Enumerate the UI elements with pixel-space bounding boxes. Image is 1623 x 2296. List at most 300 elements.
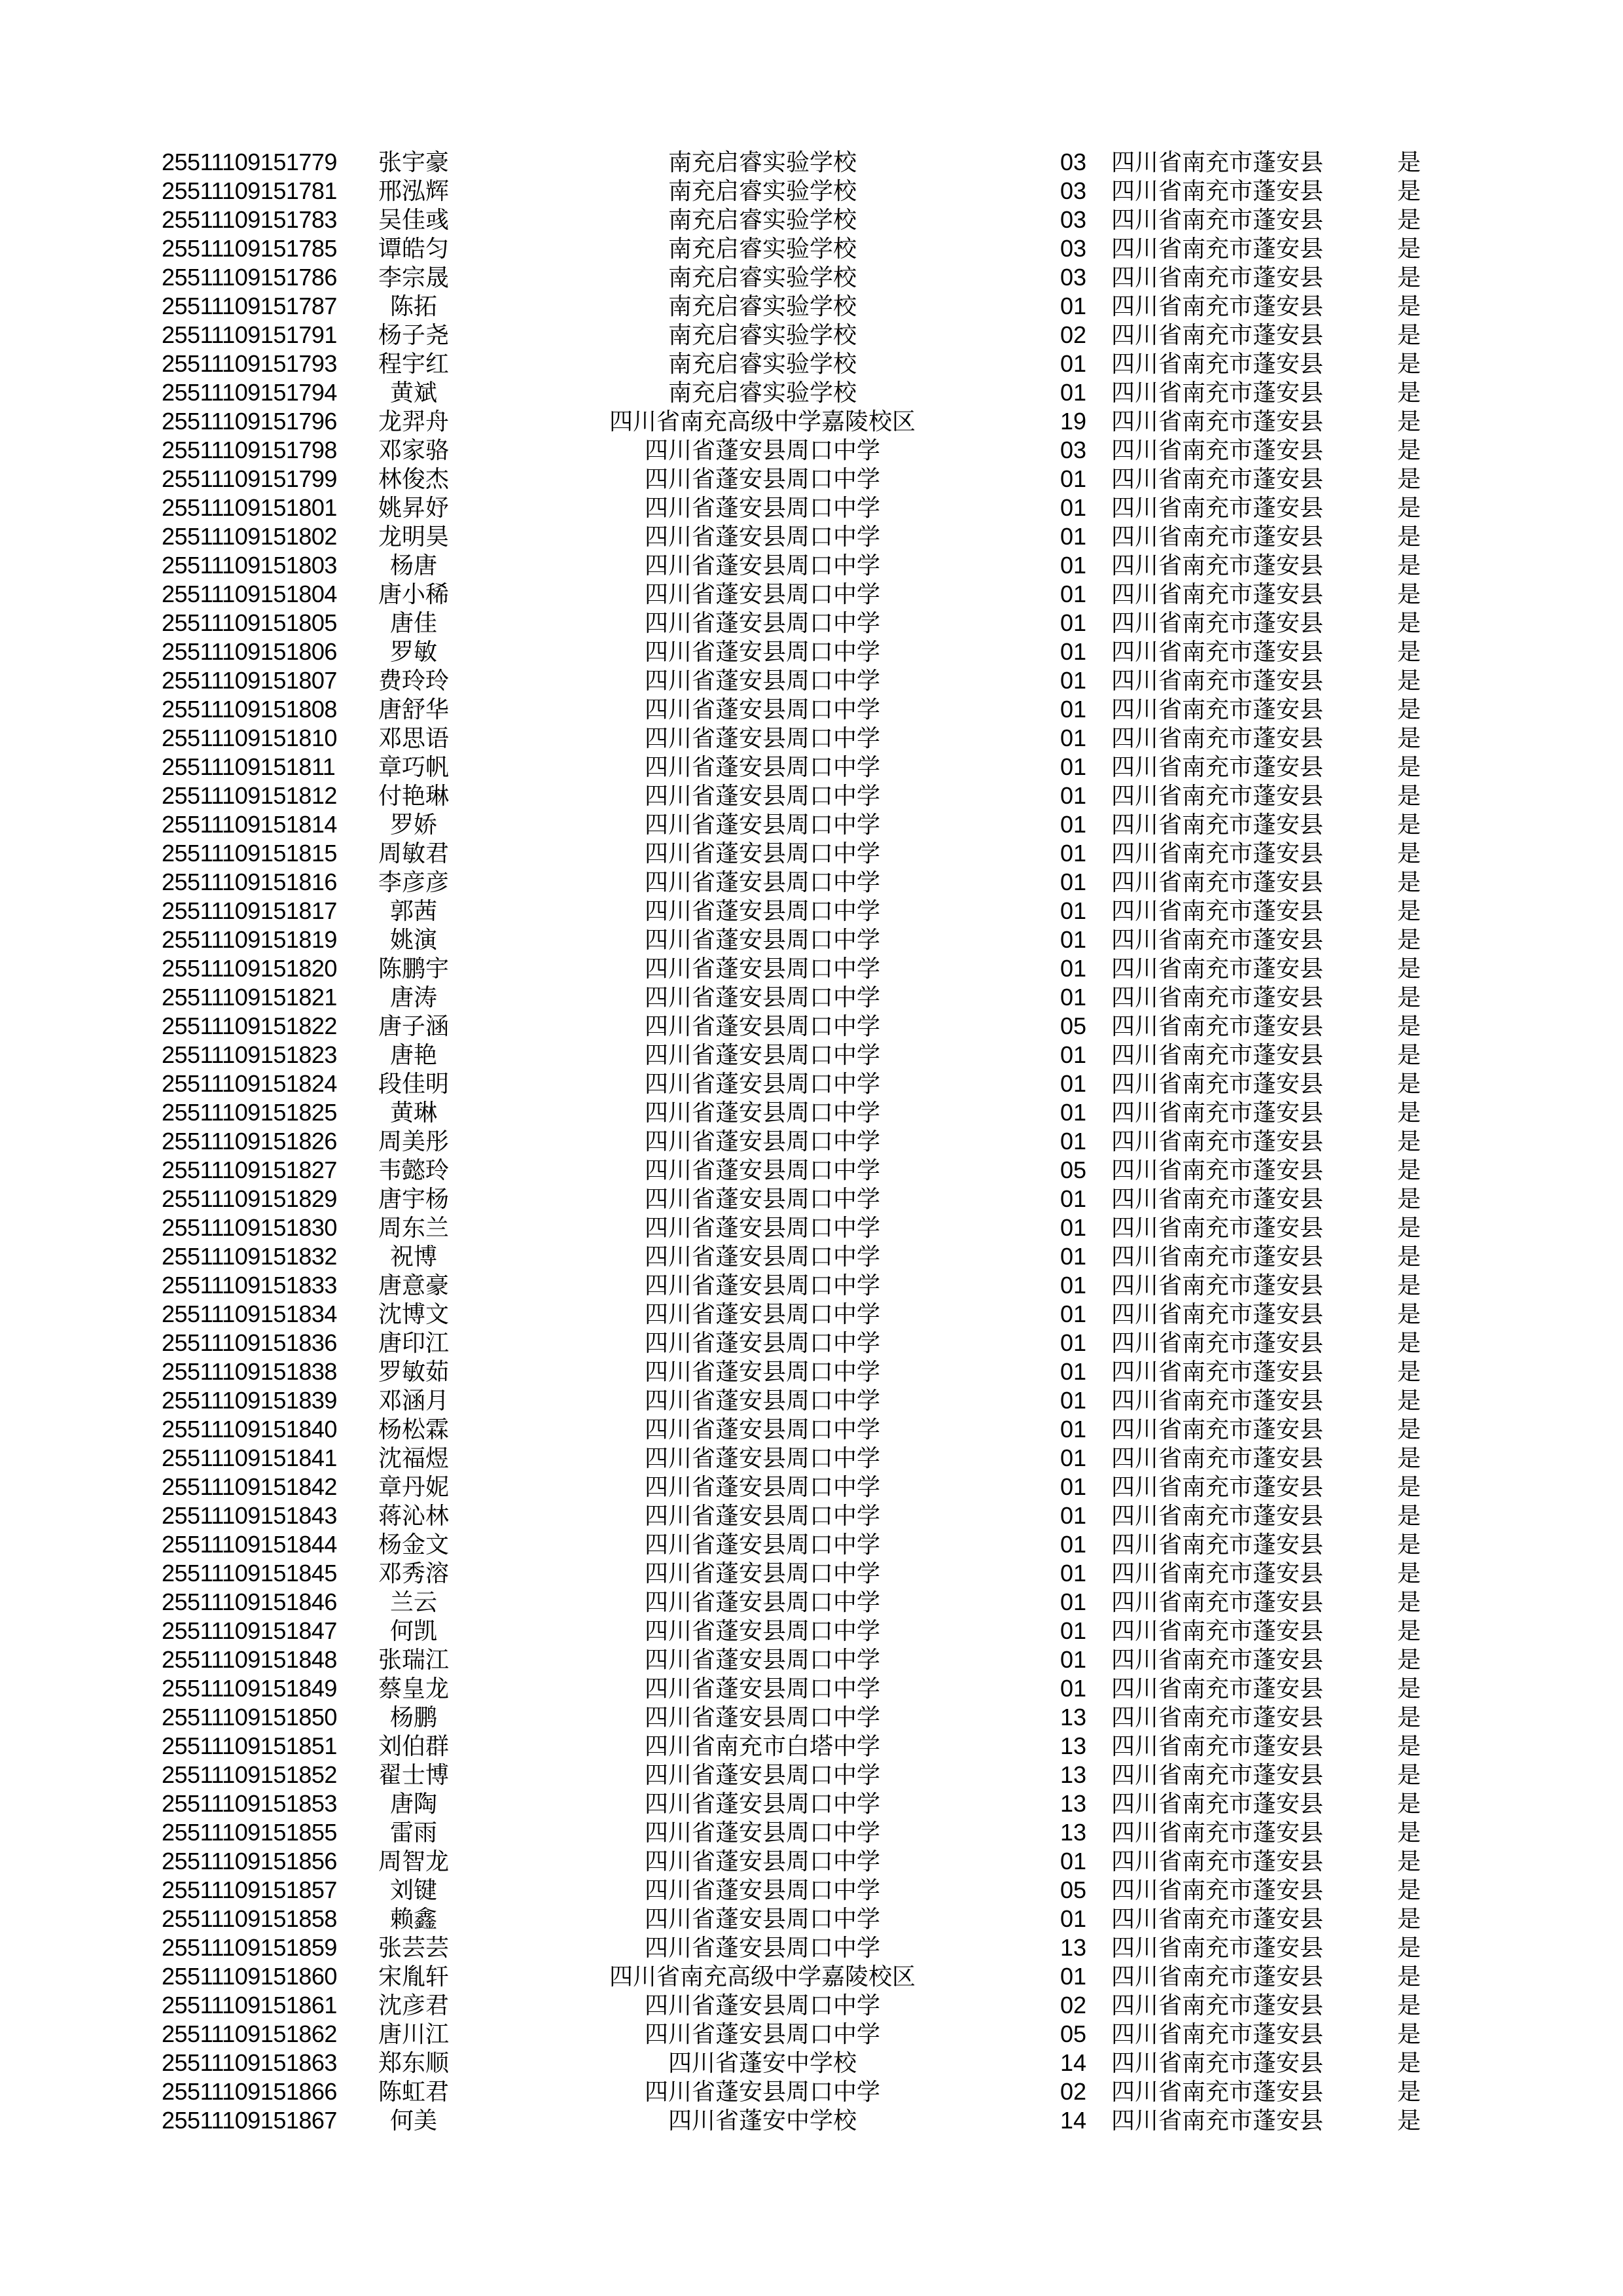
student-name-cell: 唐川江	[378, 2021, 449, 2047]
table-row	[162, 1357, 1488, 1386]
district-cell: 四川省南充市蓬安县	[1111, 2021, 1323, 2047]
district-cell: 四川省南充市蓬安县	[1111, 1330, 1323, 1356]
table-row	[162, 1156, 1488, 1185]
school-name-cell: 南充启睿实验学校	[668, 149, 857, 175]
school-name-cell: 南充启睿实验学校	[668, 322, 857, 348]
school-name-cell: 四川省蓬安县周口中学	[644, 552, 880, 579]
table-row	[162, 1444, 1488, 1473]
confirmed-cell: 是	[1397, 927, 1421, 953]
category-code-cell: 13	[1060, 1819, 1087, 1846]
student-name-cell: 唐舒华	[378, 696, 449, 723]
district-cell: 四川省南充市蓬安县	[1111, 1013, 1323, 1039]
student-name-cell: 邓家骆	[378, 437, 449, 463]
school-name-cell: 四川省蓬安县周口中学	[644, 1791, 880, 1817]
district-cell: 四川省南充市蓬安县	[1111, 754, 1323, 780]
category-code-cell: 01	[1060, 840, 1087, 867]
confirmed-cell: 是	[1397, 264, 1421, 291]
student-name-cell: 邓思语	[378, 725, 449, 751]
confirmed-cell: 是	[1397, 236, 1421, 262]
confirmed-cell: 是	[1397, 1100, 1421, 1126]
district-cell: 四川省南充市蓬安县	[1111, 1071, 1323, 1097]
confirmed-cell: 是	[1397, 956, 1421, 982]
district-cell: 四川省南充市蓬安县	[1111, 1560, 1323, 1587]
category-code-cell: 01	[1060, 811, 1087, 838]
table-row	[162, 1991, 1488, 2020]
district-cell: 四川省南充市蓬安县	[1111, 437, 1323, 463]
category-code-cell: 13	[1060, 1704, 1087, 1731]
school-name-cell: 四川省蓬安县周口中学	[644, 1128, 880, 1155]
table-row	[162, 1761, 1488, 1789]
district-cell: 四川省南充市蓬安县	[1111, 1704, 1323, 1731]
confirmed-cell: 是	[1397, 293, 1421, 319]
school-name-cell: 四川省南充市白塔中学	[644, 1733, 880, 1759]
exam-number-cell: 25511109151840	[162, 1416, 337, 1443]
table-row	[162, 839, 1488, 868]
exam-number-cell: 25511109151863	[162, 2049, 337, 2076]
district-cell: 四川省南充市蓬安县	[1111, 236, 1323, 262]
confirmed-cell: 是	[1397, 783, 1421, 809]
student-name-cell: 赖鑫	[389, 1906, 437, 1932]
student-name-cell: 李彦彦	[378, 869, 449, 895]
school-name-cell: 四川省蓬安县周口中学	[644, 1820, 880, 1846]
district-cell: 四川省南充市蓬安县	[1111, 1589, 1323, 1615]
exam-number-cell: 25511109151859	[162, 1934, 337, 1961]
district-cell: 四川省南充市蓬安县	[1111, 1445, 1323, 1471]
confirmed-cell: 是	[1397, 351, 1421, 377]
school-name-cell: 南充启睿实验学校	[668, 380, 857, 406]
confirmed-cell: 是	[1397, 1877, 1421, 1903]
table-row	[162, 1645, 1488, 1674]
district-cell: 四川省南充市蓬安县	[1111, 524, 1323, 550]
confirmed-cell: 是	[1397, 149, 1421, 175]
table-row	[162, 436, 1488, 465]
student-name-cell: 唐艳	[389, 1042, 437, 1068]
table-row	[162, 1617, 1488, 1645]
category-code-cell: 03	[1060, 177, 1087, 204]
exam-number-cell: 25511109151805	[162, 609, 337, 636]
confirmed-cell: 是	[1397, 1532, 1421, 1558]
student-name-cell: 付艳琳	[378, 783, 449, 809]
exam-number-cell: 25511109151862	[162, 2020, 337, 2047]
category-code-cell: 01	[1060, 1675, 1087, 1702]
exam-number-cell: 25511109151861	[162, 1992, 337, 2018]
category-code-cell: 01	[1060, 1329, 1087, 1356]
school-name-cell: 四川省蓬安县周口中学	[644, 1935, 880, 1961]
school-name-cell: 四川省蓬安县周口中学	[644, 639, 880, 665]
school-name-cell: 四川省蓬安县周口中学	[644, 2079, 880, 2105]
student-name-cell: 唐小稀	[378, 581, 449, 607]
confirmed-cell: 是	[1397, 1244, 1421, 1270]
school-name-cell: 四川省蓬安县周口中学	[644, 840, 880, 867]
category-code-cell: 01	[1060, 1848, 1087, 1874]
exam-number-cell: 25511109151849	[162, 1675, 337, 1702]
table-row	[162, 148, 1488, 177]
confirmed-cell: 是	[1397, 1330, 1421, 1356]
school-name-cell: 四川省蓬安县周口中学	[644, 783, 880, 809]
district-cell: 四川省南充市蓬安县	[1111, 2050, 1323, 2076]
category-code-cell: 01	[1060, 581, 1087, 607]
confirmed-cell: 是	[1397, 2021, 1421, 2047]
district-cell: 四川省南充市蓬安县	[1111, 552, 1323, 579]
exam-number-cell: 25511109151785	[162, 235, 337, 262]
exam-number-cell: 25511109151798	[162, 437, 337, 463]
school-name-cell: 四川省蓬安县周口中学	[644, 2021, 880, 2047]
category-code-cell: 01	[1060, 379, 1087, 406]
district-cell: 四川省南充市蓬安县	[1111, 1877, 1323, 1903]
category-code-cell: 01	[1060, 984, 1087, 1011]
exam-number-cell: 25511109151801	[162, 494, 337, 521]
confirmed-cell: 是	[1397, 639, 1421, 665]
category-code-cell: 05	[1060, 1876, 1087, 1903]
table-row	[162, 580, 1488, 609]
exam-number-cell: 25511109151807	[162, 667, 337, 694]
confirmed-cell: 是	[1397, 898, 1421, 924]
student-name-cell: 杨子尧	[378, 322, 449, 348]
category-code-cell: 01	[1060, 494, 1087, 521]
confirmed-cell: 是	[1397, 466, 1421, 492]
school-name-cell: 四川省蓬安县周口中学	[644, 1100, 880, 1126]
confirmed-cell: 是	[1397, 1820, 1421, 1846]
category-code-cell: 01	[1060, 1473, 1087, 1500]
district-cell: 四川省南充市蓬安县	[1111, 1388, 1323, 1414]
table-row	[162, 609, 1488, 637]
exam-number-cell: 25511109151799	[162, 465, 337, 492]
school-name-cell: 南充启睿实验学校	[668, 207, 857, 233]
table-row	[162, 1847, 1488, 1876]
school-name-cell: 四川省蓬安县周口中学	[644, 1186, 880, 1212]
confirmed-cell: 是	[1397, 437, 1421, 463]
district-cell: 四川省南充市蓬安县	[1111, 466, 1323, 492]
table-row	[162, 1300, 1488, 1329]
exam-number-cell: 25511109151843	[162, 1502, 337, 1529]
category-code-cell: 01	[1060, 1185, 1087, 1212]
confirmed-cell: 是	[1397, 1474, 1421, 1500]
district-cell: 四川省南充市蓬安县	[1111, 812, 1323, 838]
category-code-cell: 02	[1060, 2078, 1087, 2105]
school-name-cell: 四川省蓬安县周口中学	[644, 1877, 880, 1903]
table-row	[162, 2077, 1488, 2106]
table-row	[162, 1415, 1488, 1444]
exam-number-cell: 25511109151787	[162, 293, 337, 319]
school-name-cell: 南充启睿实验学校	[668, 178, 857, 204]
table-row	[162, 1530, 1488, 1559]
school-name-cell: 四川省蓬安县周口中学	[644, 610, 880, 636]
table-row	[162, 781, 1488, 810]
table-row	[162, 1473, 1488, 1501]
exam-number-cell: 25511109151824	[162, 1070, 337, 1097]
confirmed-cell: 是	[1397, 610, 1421, 636]
district-cell: 四川省南充市蓬安县	[1111, 1359, 1323, 1385]
school-name-cell: 四川省蓬安县周口中学	[644, 581, 880, 607]
table-row	[162, 2020, 1488, 2049]
student-name-cell: 刘伯群	[378, 1733, 449, 1759]
exam-number-cell: 25511109151841	[162, 1444, 337, 1471]
category-code-cell: 01	[1060, 1214, 1087, 1241]
category-code-cell: 05	[1060, 1013, 1087, 1039]
district-cell: 四川省南充市蓬安县	[1111, 1157, 1323, 1183]
confirmed-cell: 是	[1397, 207, 1421, 233]
category-code-cell: 01	[1060, 1099, 1087, 1126]
student-name-cell: 唐佳	[389, 610, 437, 636]
category-code-cell: 02	[1060, 1992, 1087, 2018]
district-cell: 四川省南充市蓬安县	[1111, 927, 1323, 953]
category-code-cell: 01	[1060, 350, 1087, 377]
confirmed-cell: 是	[1397, 2108, 1421, 2134]
category-code-cell: 01	[1060, 1128, 1087, 1155]
category-code-cell: 01	[1060, 638, 1087, 665]
confirmed-cell: 是	[1397, 1301, 1421, 1327]
student-name-cell: 罗敏	[389, 639, 437, 665]
exam-number-cell: 25511109151826	[162, 1128, 337, 1155]
table-row	[162, 263, 1488, 292]
student-name-cell: 郑东顺	[378, 2050, 449, 2076]
exam-number-cell: 25511109151851	[162, 1732, 337, 1759]
school-name-cell: 四川省南充高级中学嘉陵校区	[609, 408, 916, 435]
table-row	[162, 1732, 1488, 1761]
category-code-cell: 01	[1060, 1444, 1087, 1471]
student-name-cell: 杨松霖	[378, 1416, 449, 1443]
school-name-cell: 四川省蓬安县周口中学	[644, 495, 880, 521]
table-row	[162, 1213, 1488, 1242]
exam-number-cell: 25511109151786	[162, 264, 337, 291]
school-name-cell: 四川省蓬安县周口中学	[644, 1215, 880, 1241]
district-cell: 四川省南充市蓬安县	[1111, 1935, 1323, 1961]
district-cell: 四川省南充市蓬安县	[1111, 1128, 1323, 1155]
district-cell: 四川省南充市蓬安县	[1111, 840, 1323, 867]
student-name-cell: 陈拓	[389, 293, 437, 319]
school-name-cell: 四川省蓬安县周口中学	[644, 927, 880, 953]
table-row	[162, 1069, 1488, 1098]
district-cell: 四川省南充市蓬安县	[1111, 1762, 1323, 1788]
student-name-cell: 蒋沁林	[378, 1503, 449, 1529]
category-code-cell: 01	[1060, 1588, 1087, 1615]
exam-number-cell: 25511109151858	[162, 1905, 337, 1932]
confirmed-cell: 是	[1397, 1935, 1421, 1961]
district-cell: 四川省南充市蓬安县	[1111, 1906, 1323, 1932]
category-code-cell: 19	[1060, 408, 1087, 435]
confirmed-cell: 是	[1397, 1964, 1421, 1990]
school-name-cell: 四川省蓬安县周口中学	[644, 1848, 880, 1874]
table-row	[162, 234, 1488, 263]
exam-number-cell: 25511109151794	[162, 379, 337, 406]
exam-number-cell: 25511109151866	[162, 2078, 337, 2105]
confirmed-cell: 是	[1397, 1589, 1421, 1615]
table-row	[162, 1271, 1488, 1300]
school-name-cell: 四川省蓬安县周口中学	[644, 1071, 880, 1097]
table-row	[162, 868, 1488, 897]
student-name-cell: 陈虹君	[378, 2079, 449, 2105]
school-name-cell: 四川省蓬安县周口中学	[644, 524, 880, 550]
school-name-cell: 四川省蓬安县周口中学	[644, 1445, 880, 1471]
student-name-cell: 刘键	[389, 1877, 437, 1903]
school-name-cell: 四川省蓬安县周口中学	[644, 812, 880, 838]
district-cell: 四川省南充市蓬安县	[1111, 1820, 1323, 1846]
exam-number-cell: 25511109151856	[162, 1848, 337, 1874]
category-code-cell: 05	[1060, 2020, 1087, 2047]
category-code-cell: 03	[1060, 264, 1087, 291]
category-code-cell: 14	[1060, 2049, 1087, 2076]
category-code-cell: 03	[1060, 206, 1087, 233]
exam-number-cell: 25511109151850	[162, 1704, 337, 1731]
category-code-cell: 01	[1060, 1243, 1087, 1270]
student-name-cell: 周美彤	[378, 1128, 449, 1155]
student-name-cell: 何凯	[389, 1618, 437, 1644]
student-name-cell: 杨鹏	[389, 1704, 437, 1731]
district-cell: 四川省南充市蓬安县	[1111, 1532, 1323, 1558]
confirmed-cell: 是	[1397, 812, 1421, 838]
table-row	[162, 1012, 1488, 1041]
category-code-cell: 13	[1060, 1761, 1087, 1788]
district-cell: 四川省南充市蓬安县	[1111, 783, 1323, 809]
confirmed-cell: 是	[1397, 1128, 1421, 1155]
exam-number-cell: 25511109151845	[162, 1560, 337, 1587]
student-name-cell: 唐涛	[389, 984, 437, 1011]
category-code-cell: 01	[1060, 1272, 1087, 1299]
exam-number-cell: 25511109151806	[162, 638, 337, 665]
exam-number-cell: 25511109151779	[162, 149, 337, 175]
student-name-cell: 黄琳	[389, 1100, 437, 1126]
student-name-cell: 程宇红	[378, 351, 449, 377]
exam-number-cell: 25511109151836	[162, 1329, 337, 1356]
exam-number-cell: 25511109151791	[162, 321, 337, 348]
school-name-cell: 南充启睿实验学校	[668, 293, 857, 319]
category-code-cell: 01	[1060, 926, 1087, 953]
school-name-cell: 四川省蓬安中学校	[668, 2108, 857, 2134]
district-cell: 四川省南充市蓬安县	[1111, 1186, 1323, 1212]
table-row	[162, 810, 1488, 839]
confirmed-cell: 是	[1397, 668, 1421, 694]
exam-number-cell: 25511109151838	[162, 1358, 337, 1385]
exam-number-cell: 25511109151844	[162, 1531, 337, 1558]
confirmed-cell: 是	[1397, 725, 1421, 751]
confirmed-cell: 是	[1397, 1186, 1421, 1212]
category-code-cell: 01	[1060, 1531, 1087, 1558]
student-roster-table	[162, 148, 1488, 2135]
district-cell: 四川省南充市蓬安县	[1111, 264, 1323, 291]
student-name-cell: 谭皓匀	[378, 236, 449, 262]
school-name-cell: 四川省蓬安县周口中学	[644, 1388, 880, 1414]
confirmed-cell: 是	[1397, 581, 1421, 607]
district-cell: 四川省南充市蓬安县	[1111, 178, 1323, 204]
confirmed-cell: 是	[1397, 1733, 1421, 1759]
school-name-cell: 南充启睿实验学校	[668, 264, 857, 291]
confirmed-cell: 是	[1397, 1042, 1421, 1068]
category-code-cell: 01	[1060, 552, 1087, 579]
category-code-cell: 01	[1060, 293, 1087, 319]
confirmed-cell: 是	[1397, 869, 1421, 895]
school-name-cell: 四川省蓬安县周口中学	[644, 1589, 880, 1615]
category-code-cell: 01	[1060, 1041, 1087, 1068]
confirmed-cell: 是	[1397, 1272, 1421, 1299]
exam-number-cell: 25511109151819	[162, 926, 337, 953]
table-row	[162, 2106, 1488, 2135]
confirmed-cell: 是	[1397, 1560, 1421, 1587]
district-cell: 四川省南充市蓬安县	[1111, 869, 1323, 895]
table-row	[162, 1588, 1488, 1617]
exam-number-cell: 25511109151823	[162, 1041, 337, 1068]
district-cell: 四川省南充市蓬安县	[1111, 1733, 1323, 1759]
school-name-cell: 四川省蓬安县周口中学	[644, 1503, 880, 1529]
student-name-cell: 林俊杰	[378, 466, 449, 492]
school-name-cell: 四川省蓬安县周口中学	[644, 437, 880, 463]
category-code-cell: 01	[1060, 1070, 1087, 1097]
category-code-cell: 01	[1060, 1963, 1087, 1990]
table-row	[162, 695, 1488, 724]
table-row	[162, 1127, 1488, 1156]
confirmed-cell: 是	[1397, 1848, 1421, 1874]
exam-number-cell: 25511109151815	[162, 840, 337, 867]
student-name-cell: 沈彦君	[378, 1992, 449, 2018]
school-name-cell: 四川省蓬安县周口中学	[644, 1474, 880, 1500]
student-name-cell: 唐子涵	[378, 1013, 449, 1039]
table-row	[162, 1703, 1488, 1732]
district-cell: 四川省南充市蓬安县	[1111, 1992, 1323, 2018]
district-cell: 四川省南充市蓬安县	[1111, 1100, 1323, 1126]
category-code-cell: 13	[1060, 1934, 1087, 1961]
table-row	[162, 206, 1488, 234]
district-cell: 四川省南充市蓬安县	[1111, 293, 1323, 319]
student-name-cell: 张芸芸	[378, 1935, 449, 1961]
exam-number-cell: 25511109151796	[162, 408, 337, 435]
category-code-cell: 01	[1060, 1646, 1087, 1673]
student-name-cell: 翟士博	[378, 1762, 449, 1788]
exam-number-cell: 25511109151810	[162, 725, 337, 751]
category-code-cell: 13	[1060, 1732, 1087, 1759]
school-name-cell: 四川省蓬安县周口中学	[644, 1906, 880, 1932]
exam-number-cell: 25511109151804	[162, 581, 337, 607]
category-code-cell: 05	[1060, 1157, 1087, 1183]
exam-number-cell: 25511109151793	[162, 350, 337, 377]
table-row	[162, 666, 1488, 695]
confirmed-cell: 是	[1397, 1762, 1421, 1788]
student-name-cell: 周东兰	[378, 1215, 449, 1241]
district-cell: 四川省南充市蓬安县	[1111, 1244, 1323, 1270]
student-name-cell: 龙明昊	[378, 524, 449, 550]
school-name-cell: 四川省蓬安县周口中学	[644, 1330, 880, 1356]
exam-number-cell: 25511109151829	[162, 1185, 337, 1212]
student-name-cell: 沈博文	[378, 1301, 449, 1327]
district-cell: 四川省南充市蓬安县	[1111, 322, 1323, 348]
category-code-cell: 03	[1060, 437, 1087, 463]
exam-number-cell: 25511109151833	[162, 1272, 337, 1299]
table-row	[162, 1818, 1488, 1847]
exam-number-cell: 25511109151848	[162, 1646, 337, 1673]
school-name-cell: 四川省蓬安县周口中学	[644, 725, 880, 751]
confirmed-cell: 是	[1397, 1416, 1421, 1443]
student-name-cell: 姚昇妤	[378, 495, 449, 521]
student-name-cell: 李宗晟	[378, 264, 449, 291]
student-name-cell: 唐意豪	[378, 1272, 449, 1299]
category-code-cell: 01	[1060, 465, 1087, 492]
student-name-cell: 章巧帆	[378, 754, 449, 780]
exam-number-cell: 25511109151860	[162, 1963, 337, 1990]
table-row	[162, 1386, 1488, 1415]
category-code-cell: 01	[1060, 897, 1087, 924]
student-name-cell: 吴佳彧	[378, 207, 449, 233]
category-code-cell: 01	[1060, 1300, 1087, 1327]
confirmed-cell: 是	[1397, 1445, 1421, 1471]
confirmed-cell: 是	[1397, 1503, 1421, 1529]
confirmed-cell: 是	[1397, 1676, 1421, 1702]
confirmed-cell: 是	[1397, 1157, 1421, 1183]
exam-number-cell: 25511109151820	[162, 955, 337, 982]
district-cell: 四川省南充市蓬安县	[1111, 639, 1323, 665]
confirmed-cell: 是	[1397, 696, 1421, 723]
confirmed-cell: 是	[1397, 380, 1421, 406]
student-name-cell: 雷雨	[389, 1820, 437, 1846]
category-code-cell: 01	[1060, 1905, 1087, 1932]
school-name-cell: 南充启睿实验学校	[668, 236, 857, 262]
